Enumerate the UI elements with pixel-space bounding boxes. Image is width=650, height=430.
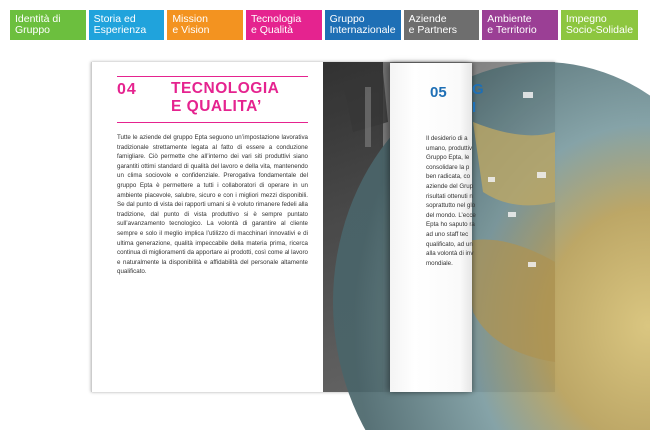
- nav-tab-label: Identità di: [15, 13, 61, 25]
- nav-tab-label: e Territorio: [487, 24, 537, 36]
- text-line: consolidare la p: [426, 163, 470, 171]
- nav-tab-label: Impegno: [565, 13, 607, 25]
- nav-tab-label: Aziende: [408, 13, 447, 25]
- next-chapter-body-text: [426, 134, 576, 268]
- chapter-number: 04: [117, 81, 137, 98]
- text-line: mondiale.: [426, 259, 453, 267]
- nav-tab-storia[interactable]: [89, 10, 165, 40]
- text-line: aziende del Grup: [426, 182, 474, 190]
- nav-tab-label: Socio-Solidale: [565, 24, 634, 36]
- nav-tab-label: e Qualità: [250, 24, 293, 36]
- next-chapter-title-line: G: [472, 81, 484, 98]
- nav-tab-label: Gruppo: [15, 24, 51, 36]
- chapter-body-text: Tutte le aziende del gruppo Epta seguono un’impostazione lavorativa tradizionale strettamente legata al fatto di essere a conduzione famigliare. Ciò permette che all’interno dei vari siti produttivi siano garantiti ottimi standard di qualità del lavoro e della vita, mantenendo un clima sociovole e confidenziale. Prerogativa fondamentale del gruppo Epta è permettere a tutti i collaboratori di operare in un ambiente piacevole, salubre, sicuro e con i migliori mezzi disponibili. Se dal punto di vista dei rapporti umani si è voluto rimanere fedeli alla tradizione, dal punto di vista produttivo si è sempre puntato sull’avanzamento tecnologico. La volontà di garantire al cliente sempre e solo il meglio implica l’utilizzo di macchinari innovativi e di ultima generazione, qualità impeccabile della materia prima, ricerca continua di miglioramenti da apportare ai prodotti, così come al lavoro e naturalmente la disponibilità e affidabilità del personale altamente qualificato.: [117, 134, 308, 276]
- nav-tab-mission[interactable]: [167, 10, 243, 40]
- nav-tab-label: Ambiente: [487, 13, 532, 25]
- text-line: ad uno staff tec: [426, 230, 469, 238]
- nav-tab-ambiente[interactable]: [482, 10, 558, 40]
- nav-tab-label: Mission: [172, 13, 208, 25]
- nav-tab-label: e Vision: [172, 24, 210, 36]
- flipbook[interactable]: [91, 62, 555, 392]
- nav-tab-label: Tecnologia: [250, 13, 302, 25]
- text-line: umano, produttiv: [426, 144, 473, 152]
- next-chapter-title-line: I: [472, 99, 477, 116]
- divider: [117, 122, 308, 123]
- text-line: del mondo. L’ecce: [426, 211, 476, 219]
- next-chapter-number: 05: [430, 84, 447, 101]
- nav-tab-gruppo[interactable]: [325, 10, 401, 40]
- text-line: soprattutto nel glo: [426, 202, 476, 210]
- text-line: Il desiderio di a: [426, 135, 468, 142]
- nav-tab-tecnologia[interactable]: [246, 10, 322, 40]
- chapter-title-line: E QUALITA’: [171, 98, 262, 115]
- nav-tab-label: Internazionale: [329, 24, 396, 36]
- top-navigation: [10, 10, 638, 40]
- divider: [117, 76, 308, 77]
- nav-tab-aziende[interactable]: [404, 10, 480, 40]
- text-line: risultati ottenuti n: [426, 192, 473, 200]
- chapter-title-line: TECNOLOGIA: [171, 80, 280, 97]
- turning-page[interactable]: [390, 63, 484, 392]
- text-line: qualificato, ad un: [426, 240, 473, 248]
- text-line: ben radicata, co: [426, 173, 471, 181]
- nav-tab-label: e Partners: [408, 24, 458, 36]
- next-chapter-title: [472, 81, 484, 117]
- text-line: alla volontà di inv: [426, 250, 474, 258]
- nav-tab-label: Esperienza: [93, 24, 147, 36]
- text-line: Gruppo Epta, le: [426, 154, 470, 162]
- chapter-title: [171, 80, 279, 116]
- nav-tab-label: Storia ed: [93, 13, 136, 25]
- nav-tab-label: Gruppo: [329, 13, 365, 25]
- nav-tab-identita[interactable]: [10, 10, 86, 40]
- text-line: Epta ho saputo ra: [426, 221, 475, 229]
- nav-tab-impegno[interactable]: [561, 10, 638, 40]
- left-page[interactable]: [91, 62, 323, 392]
